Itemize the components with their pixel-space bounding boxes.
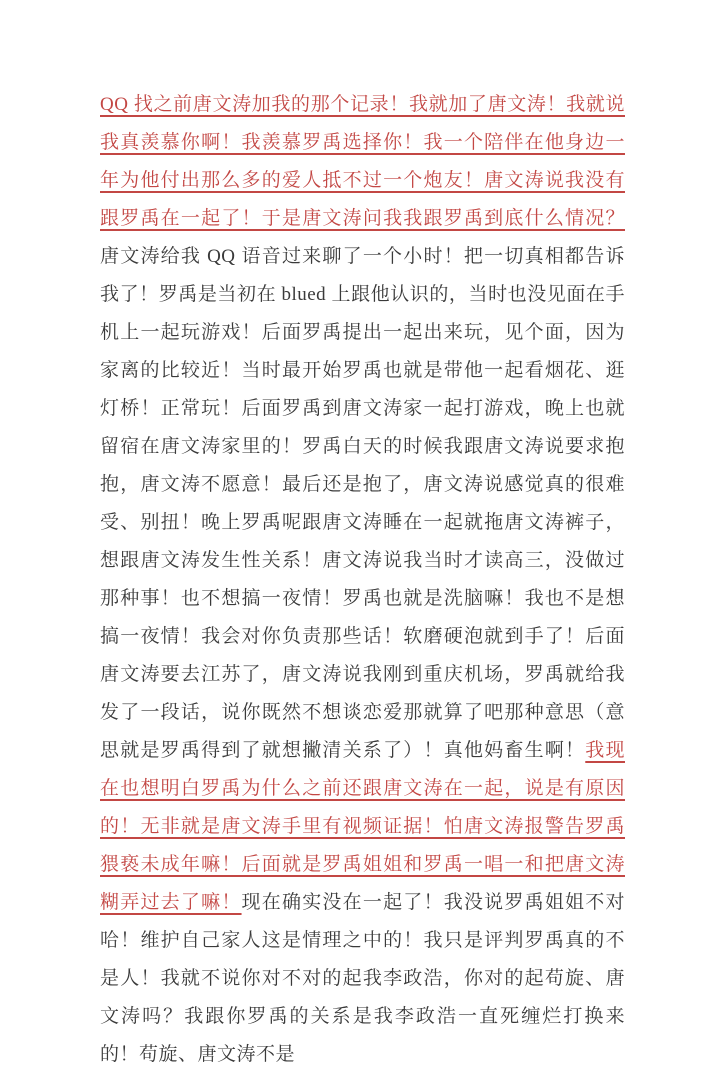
text-segment-body-2: 现在确实没在一起了！我没说罗禹姐姐不对哈！维护自己家人这是情理之中的！我只是评判罗禹真的不是人！我就不说你对不对的起我李政浩，你对的起苟旋、唐文涛吗？我跟你罗禹的关系是我李政浩一直死缠烂打换来的！苟旋、唐文涛不是 <box>100 892 625 1065</box>
document-text-block <box>100 86 625 1074</box>
text-segment-body-1: 唐文涛给我 QQ 语音过来聊了一个小时！把一切真相都告诉我了！罗禹是当初在 blued 上跟他认识的，当时也没见面在手机上一起玩游戏！后面罗禹提出一起出来玩，见个面，因为家离的比较近！当时最开始罗禹也就是带他一起看烟花、逛灯桥！正常玩！后面罗禹到唐文涛家一起打游戏，晚上也就留宿在唐文涛家里的！罗禹白天的时候我跟唐文涛说要求抱抱，唐文涛不愿意！最后还是抱了，唐文涛说感觉真的很难受、别扭！晚上罗禹呢跟唐文涛睡在一起就拖唐文涛裤子，想跟唐文涛发生性关系！唐文涛说我当时才读高三，没做过那种事！也不想搞一夜情！罗禹也就是洗脑嘛！我也不是想搞一夜情！我会对你负责那些话！软磨硬泡就到手了！后面唐文涛要去江苏了，唐文涛说我刚到重庆机场，罗禹就给我发了一段话，说你既然不想谈恋爱那就算了吧那种意思（意思就是罗禹得到了就想撇清关系了）！真他妈畜生啊！ <box>100 246 625 761</box>
document-paragraph <box>100 86 625 1074</box>
text-segment-red-underline-2: 我现在也想明白罗禹为什么之前还跟唐文涛在一起，说是有原因的！无非就是唐文涛手里有视频证据！怕唐文涛报警告罗禹猥亵未成年嘛！后面就是罗禹姐姐和罗禹一唱一和把唐文涛糊弄过去了嘛！ <box>100 740 625 913</box>
text-segment-red-underline-1: QQ 找之前唐文涛加我的那个记录！我就加了唐文涛！我就说我真羡慕你啊！我羡慕罗禹选择你！我一个陪伴在他身边一年为他付出那么多的爱人抵不过一个炮友！唐文涛说我没有跟罗禹在一起了！于是唐文涛问我我跟罗禹到底什么情况？ <box>100 94 625 229</box>
